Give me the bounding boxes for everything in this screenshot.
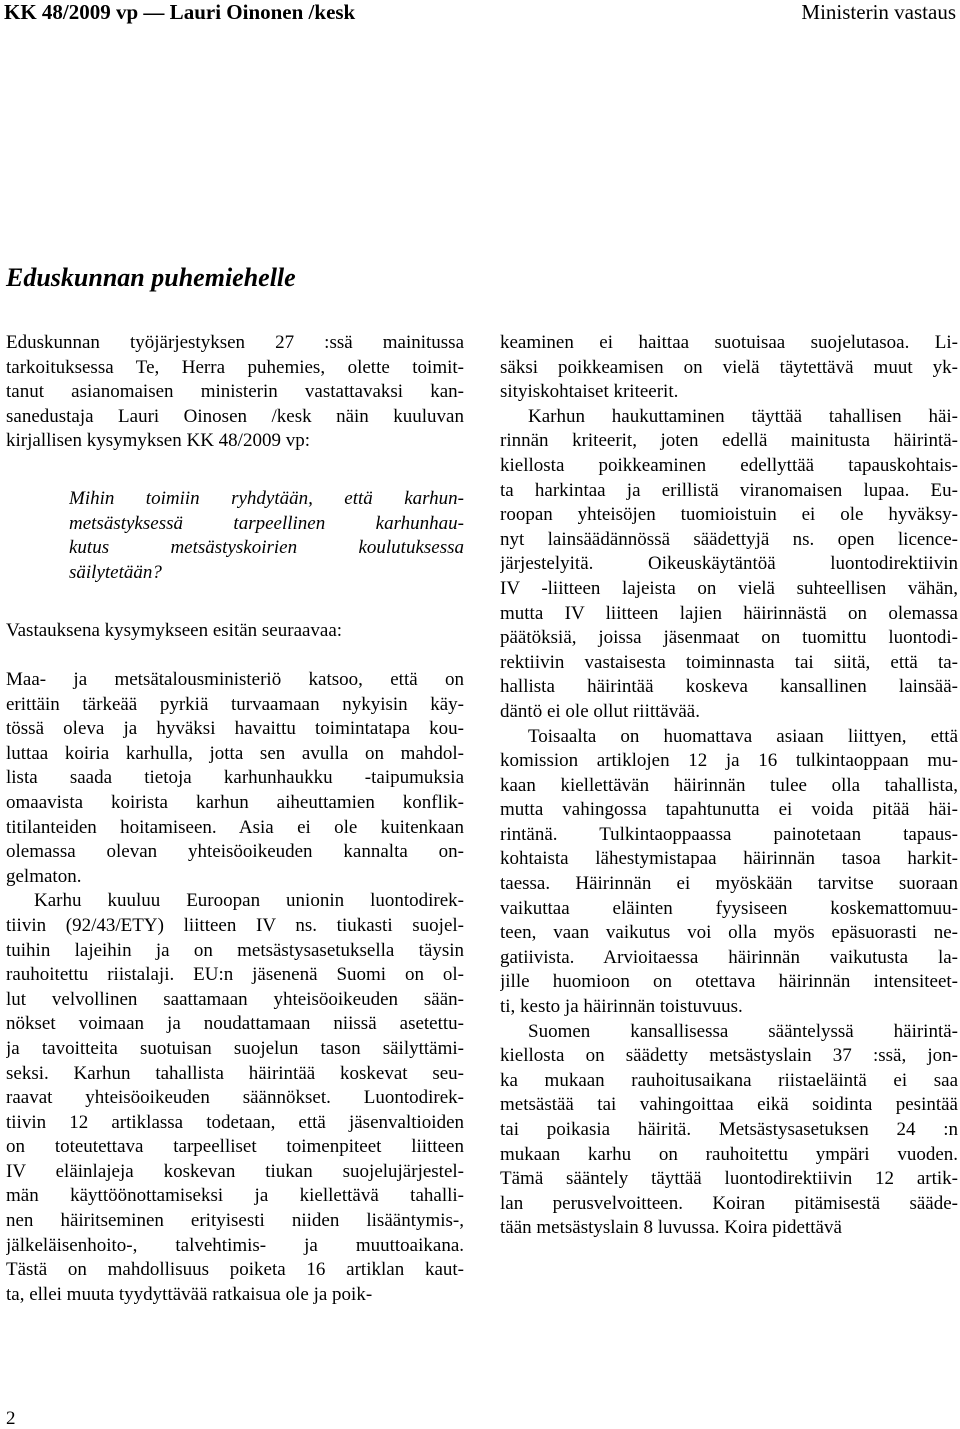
left-body-line: gelmaton. bbox=[6, 865, 82, 887]
left-body-line: Karhu kuuluu Euroopan unionin luontodirek- bbox=[34, 890, 464, 912]
right-body-line: mukaan karhu on rauhoitettu ympäri vuoden. bbox=[500, 1143, 958, 1165]
right-column-body bbox=[500, 331, 958, 1241]
right-body-line: kaan kiellettävän häirinnän tulee olla tahallista, bbox=[500, 774, 958, 796]
reply-lead-line: Vastauksena kysymykseen esitän seuraavaa: bbox=[6, 620, 343, 641]
left-body-line: luttaa koiria karhulla, jotta sen avulla on mahdol- bbox=[6, 742, 464, 764]
right-body-line: keaminen ei haittaa suotuisaa suojelutasoa. Li- bbox=[500, 332, 958, 353]
page-title: Eduskunnan puhemiehelle bbox=[6, 263, 296, 292]
question-line: Mihin toimiin ryhdytään, että karhun- bbox=[69, 488, 464, 509]
left-body-line: ja tavoitteita suotuisan suojelun tason säilyttämi- bbox=[6, 1037, 464, 1059]
question-line: kutus metsästyskoirien koulutuksessa bbox=[69, 537, 464, 559]
right-body-line: nyt lainsäädännössä säädettyjä ns. open licence- bbox=[500, 528, 958, 550]
left-body-line: lista saada tietoja karhunhaukku -taipumuksia bbox=[6, 767, 464, 789]
intro-paragraph bbox=[6, 331, 464, 454]
right-body-line: mutta vahingossa tapahtunutta ei voida pitää häi- bbox=[500, 799, 958, 821]
left-body-line: omaavista koirista karhun aiheuttamien konflik- bbox=[6, 791, 464, 813]
right-body-line: kohtaista lähestymistapaa häirinnän tasoa harkit- bbox=[500, 848, 958, 870]
left-body-line: IV eläinlajeja koskevan tiukan suojelujärjestel- bbox=[6, 1160, 464, 1182]
right-body-line: rinnän kriteerit, joten edellä mainitusta häirintä- bbox=[500, 430, 958, 452]
left-body-line: jälkeläisenhoito-, talvehtimis- ja muuttoaikana. bbox=[6, 1234, 464, 1256]
right-body-line: Karhun haukuttaminen täyttää tahallisen häi- bbox=[528, 405, 958, 427]
question-quote bbox=[69, 487, 464, 585]
left-body-line: tuihin lajeihin ja on metsästysasetuksella täysin bbox=[6, 939, 464, 961]
left-body-line: Maa- ja metsätalousministeriö katsoo, että on bbox=[6, 669, 464, 690]
left-body-line: erittäin tärkeää pyrkiä turvaamaan nykyisin käy- bbox=[6, 693, 464, 715]
right-body-line: tään metsästyslain 8 luvussa. Koira pidettävä bbox=[500, 1217, 842, 1239]
left-body-line: raavat yhteisöoikeuden säännökset. Luontodirek- bbox=[6, 1087, 464, 1109]
left-body-line: män käyttöönottamiseksi ja kiellettävä tahalli- bbox=[6, 1185, 464, 1207]
right-body-line: lan perusvelvoitteen. Koiran pitämisestä sääde- bbox=[500, 1192, 958, 1214]
left-body-line: tiivin (92/43/ETY) liitteen IV ns. tiukasti suojel- bbox=[6, 914, 464, 936]
page-number: 2 bbox=[6, 1408, 16, 1429]
right-body-line: mutta IV liitteen lajien häirinnästä on olemassa bbox=[500, 602, 958, 624]
left-body-line: lut velvollinen saattamaan yhteisöoikeuden sään- bbox=[6, 988, 464, 1010]
left-body-line: titilanteiden hoitamiseen. Asia ei ole kuitenkaan bbox=[6, 816, 464, 838]
right-body-line: päätöksiä, joissa jäsenmaat on tuomittu luontodi- bbox=[500, 627, 958, 649]
left-body-line: rauhoitettu riistalaji. EU:n jäsenenä Suomi on ol- bbox=[6, 964, 464, 986]
intro-line: kirjallisen kysymyksen KK 48/2009 vp: bbox=[6, 430, 310, 452]
right-body-line: kiellosta on säädetty metsästyslain 37 :ssä, jon- bbox=[500, 1045, 958, 1067]
right-body-line: jille huomioon on otettava häirinnän intensiteet- bbox=[500, 971, 958, 993]
right-body-line: tai poikasia häiritä. Metsästysasetuksen 24 :n bbox=[500, 1119, 958, 1140]
running-header-right: Ministerin vastaus bbox=[801, 0, 956, 24]
right-body-line: gatiivista. Arvioitaessa häirinnän vaikutusta la- bbox=[500, 946, 958, 968]
right-body-line: däntö ei ole ollut riittävää. bbox=[500, 700, 700, 722]
right-body-line: komission artiklojen 12 ja 16 tulkintaoppaan mu- bbox=[500, 750, 958, 772]
left-body-line: Tästä on mahdollisuus poiketa 16 artiklan kaut- bbox=[6, 1259, 464, 1281]
intro-line: Eduskunnan työjärjestyksen 27 :ssä mainitussa bbox=[6, 332, 464, 353]
left-body-line: nökset voimaan ja noudattamaan niissä asetettu- bbox=[6, 1013, 464, 1035]
right-body-line: vaikuttaa eläinten fyysiseen koskemattomuu- bbox=[500, 897, 958, 919]
left-body-line: tiivin 12 artiklassa todetaan, että jäsenvaltioiden bbox=[6, 1111, 464, 1133]
question-line: metsästyksessä tarpeellinen karhunhau- bbox=[69, 512, 464, 534]
intro-line: sanedustaja Lauri Oinosen /kesk näin kuuluvan bbox=[6, 405, 464, 427]
right-body-line: Suomen kansallisessa sääntelyssä häirintä- bbox=[528, 1020, 958, 1042]
left-body-line: seksi. Karhun tahallista häirintää koskevat seu- bbox=[6, 1062, 464, 1084]
left-body-line: olemassa olevan yhteisöoikeuden kannalta on- bbox=[6, 841, 464, 863]
right-body-line: teen, vaan vaikutus voi olla myös epäsuorasti ne- bbox=[500, 922, 958, 944]
right-body-line: hallista häirintää koskeva kansallinen lainsää- bbox=[500, 676, 958, 698]
right-body-line: säksi poikkeamisen on vielä täytettävä muut yk- bbox=[500, 356, 958, 378]
right-body-line: kiellosta poikkeaminen edellyttää tapauskohtais- bbox=[500, 454, 958, 476]
intro-line: tarkoituksessa Te, Herra puhemies, olette toimit- bbox=[6, 356, 464, 378]
right-body-line: Tämä sääntely täyttää luontodirektiivin 12 artik- bbox=[500, 1168, 958, 1190]
right-body-line: ti, kesto ja häirinnän toistuvuus. bbox=[500, 996, 743, 1018]
intro-line: tanut asianomaisen ministerin vastattavaksi kan- bbox=[6, 381, 464, 403]
left-body-line: ta, ellei muuta tyydyttävää ratkaisua ole ja poik- bbox=[6, 1283, 373, 1305]
left-column-body bbox=[6, 668, 464, 1307]
right-body-line: metsästää tai vahingoittaa eikä soidinta pesintää bbox=[500, 1094, 958, 1116]
running-header-left: KK 48/2009 vp — Lauri Oinonen /kesk bbox=[4, 0, 356, 24]
right-body-line: järjestelyitä. Oikeuskäytäntöä luontodirektiivin bbox=[500, 553, 958, 575]
right-body-line: ka mukaan rauhoitusaikana riistaeläintä ei saa bbox=[500, 1069, 958, 1091]
left-body-line: tössä oleva ja hyväksi havaittu toimintatapa kou- bbox=[6, 718, 464, 740]
left-body-line: nen häiritseminen erityisesti niiden lisääntymis-, bbox=[6, 1210, 464, 1232]
right-body-line: rektiivin vastaisesta toiminnasta tai siitä, että ta- bbox=[500, 651, 958, 673]
right-body-line: ta harkintaa ja erillistä viranomaisen lupaa. Eu- bbox=[500, 479, 958, 501]
right-body-line: Toisaalta on huomattava asiaan liittyen, että bbox=[528, 725, 958, 747]
right-body-line: sityiskohtaiset kriteerit. bbox=[500, 381, 679, 403]
right-body-line: IV -liitteen lajeista on vielä suhteellisen vähän, bbox=[500, 577, 958, 599]
right-body-line: roopan yhteisöjen tuomioistuin ei ole hyväksy- bbox=[500, 504, 958, 526]
right-body-line: taessa. Häirinnän ei myöskään tarvitse suoraan bbox=[500, 873, 958, 895]
question-line: säilytetään? bbox=[69, 561, 162, 583]
left-body-line: on toteutettava tarpeelliset toimenpiteet liitteen bbox=[6, 1136, 464, 1158]
reply-lead bbox=[6, 619, 464, 644]
right-body-line: rintänä. Tulkintaoppaassa painotetaan tapaus- bbox=[500, 823, 958, 845]
